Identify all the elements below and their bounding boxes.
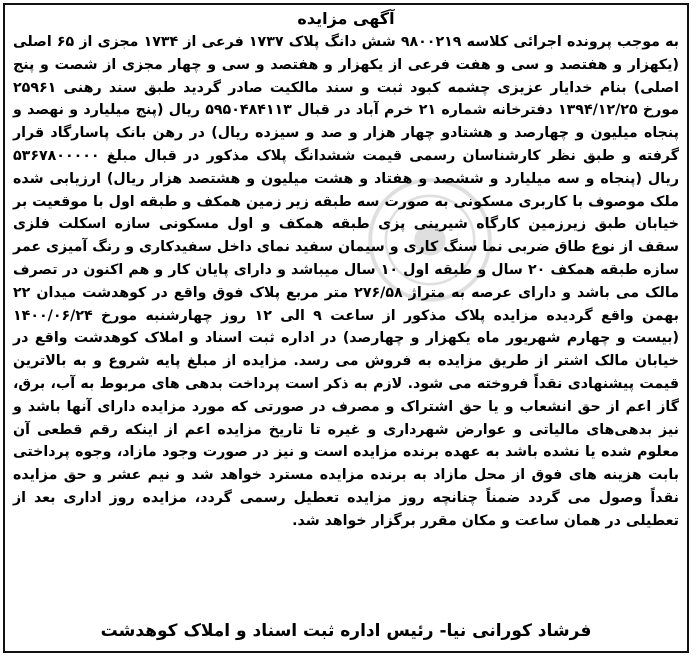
- notice-title: آگهی مزایده: [297, 9, 395, 28]
- notice-frame: [3, 3, 689, 653]
- notice-signature: فرشاد کورانی نیا- رئیس اداره ثبت اسناد و املاک کوهدشت: [100, 621, 592, 641]
- notice-body: به موجب پرونده اجرائی کلاسه ۹۸۰۰۲۱۹ شش دانگ پلاک ۱۷۳۷ فرعی از ۱۷۳۴ مجزی از ۶۵ اصلی (یکهزار و هفتصد و سی و هفت فرعی از یکهزار و هفتصد و سی و چهار مجزی از شصت و پنج اصلی) بنام خدایار عزیزی چشمه کبود ثبت و سند مالکیت صادر گردید طبق سند رهنی ۲۵۹۶۱ مورخ ۱۳۹۴/۱۲/۲۵ دفترخانه شماره ۲۱ خرم آباد در قبال ۵۹۵۰۴۸۴۱۱۳ ریال (پنج میلیارد و نهصد و پنجاه میلیون و چهارصد و هشتادو چهار هزار و صد و سیزده ریال) در رهن بانک پاسارگاد قرار گرفته و طبق نظر کارشناسان رسمی قیمت ششدانگ پلاک مذکور در قبال مبلغ ۵۳۶۷۸۰۰۰۰۰ ریال (پنجاه و سه میلیارد و ششصد و هفتاد و هشت میلیون و هشتصد هزار ریال) ارزیابی شده ملک موصوف با کاربری مسکونی به صورت سه طبقه زیر زمین همکف و طبقه اول با موقعیت بر خیابان طبق زیرزمین کارگاه شیرینی پزی طبقه همکف و اول مسکونی سازه اسکلت فلزی سقف از نوع طاق ضربی نما سنگ کاری و سیمان سفید نمای داخل سفیدکاری و رنگ آمیزی عمر سازه طبقه همکف ۲۰ سال و طبقه اول ۱۰ سال میباشد و دارای پایان کار و هم اکنون در تصرف مالک می باشد و دارای عرصه به متراژ ۲۷۶/۵۸ متر مربع پلاک فوق واقع در کوهدشت میدان ۲۲ بهمن واقع گردیده مزایده پلاک مذکور از ساعت ۹ الی ۱۲ روز چهارشنبه مورخ ۱۴۰۰/۰۶/۲۴ (بیست و چهارم شهریور ماه یکهزار و چهارصد) در اداره ثبت اسناد و املاک کوهدشت واقع در خیابان مالک اشتر از طریق مزایده به فروش می رسد. مزایده از مبلغ پایه شروع و به بالاترین قیمت پیشنهادی نقداً فروخته می شود. لازم به ذکر است پرداخت بدهی های مربوط به آب، برق، گاز اعم از حق انشعاب و یا حق اشتراک و مصرف در صورتی که مورد مزایده دارای آنها باشد و نیز بدهی‌های مالیاتی و عوارض شهرداری و غیره تا تاریخ مزایده اعم از اینکه رقم قطعی آن معلوم شده یا نشده باشد به عهده برنده مزایده است و نیز در صورت وجود مازاد، وجوه پرداختی بابت هزینه های فوق از محل مازاد به برنده مزایده مسترد خواهد شد و نیم عشر و حق مزایده نقداً وصول می گردد ضمناً چنانچه روز مزایده تعطیل رسمی گردد، مزایده روز اداری بعد از تعطیلی در همان ساعت و مکان مقرر برگزار خواهد شد.: [13, 34, 679, 529]
